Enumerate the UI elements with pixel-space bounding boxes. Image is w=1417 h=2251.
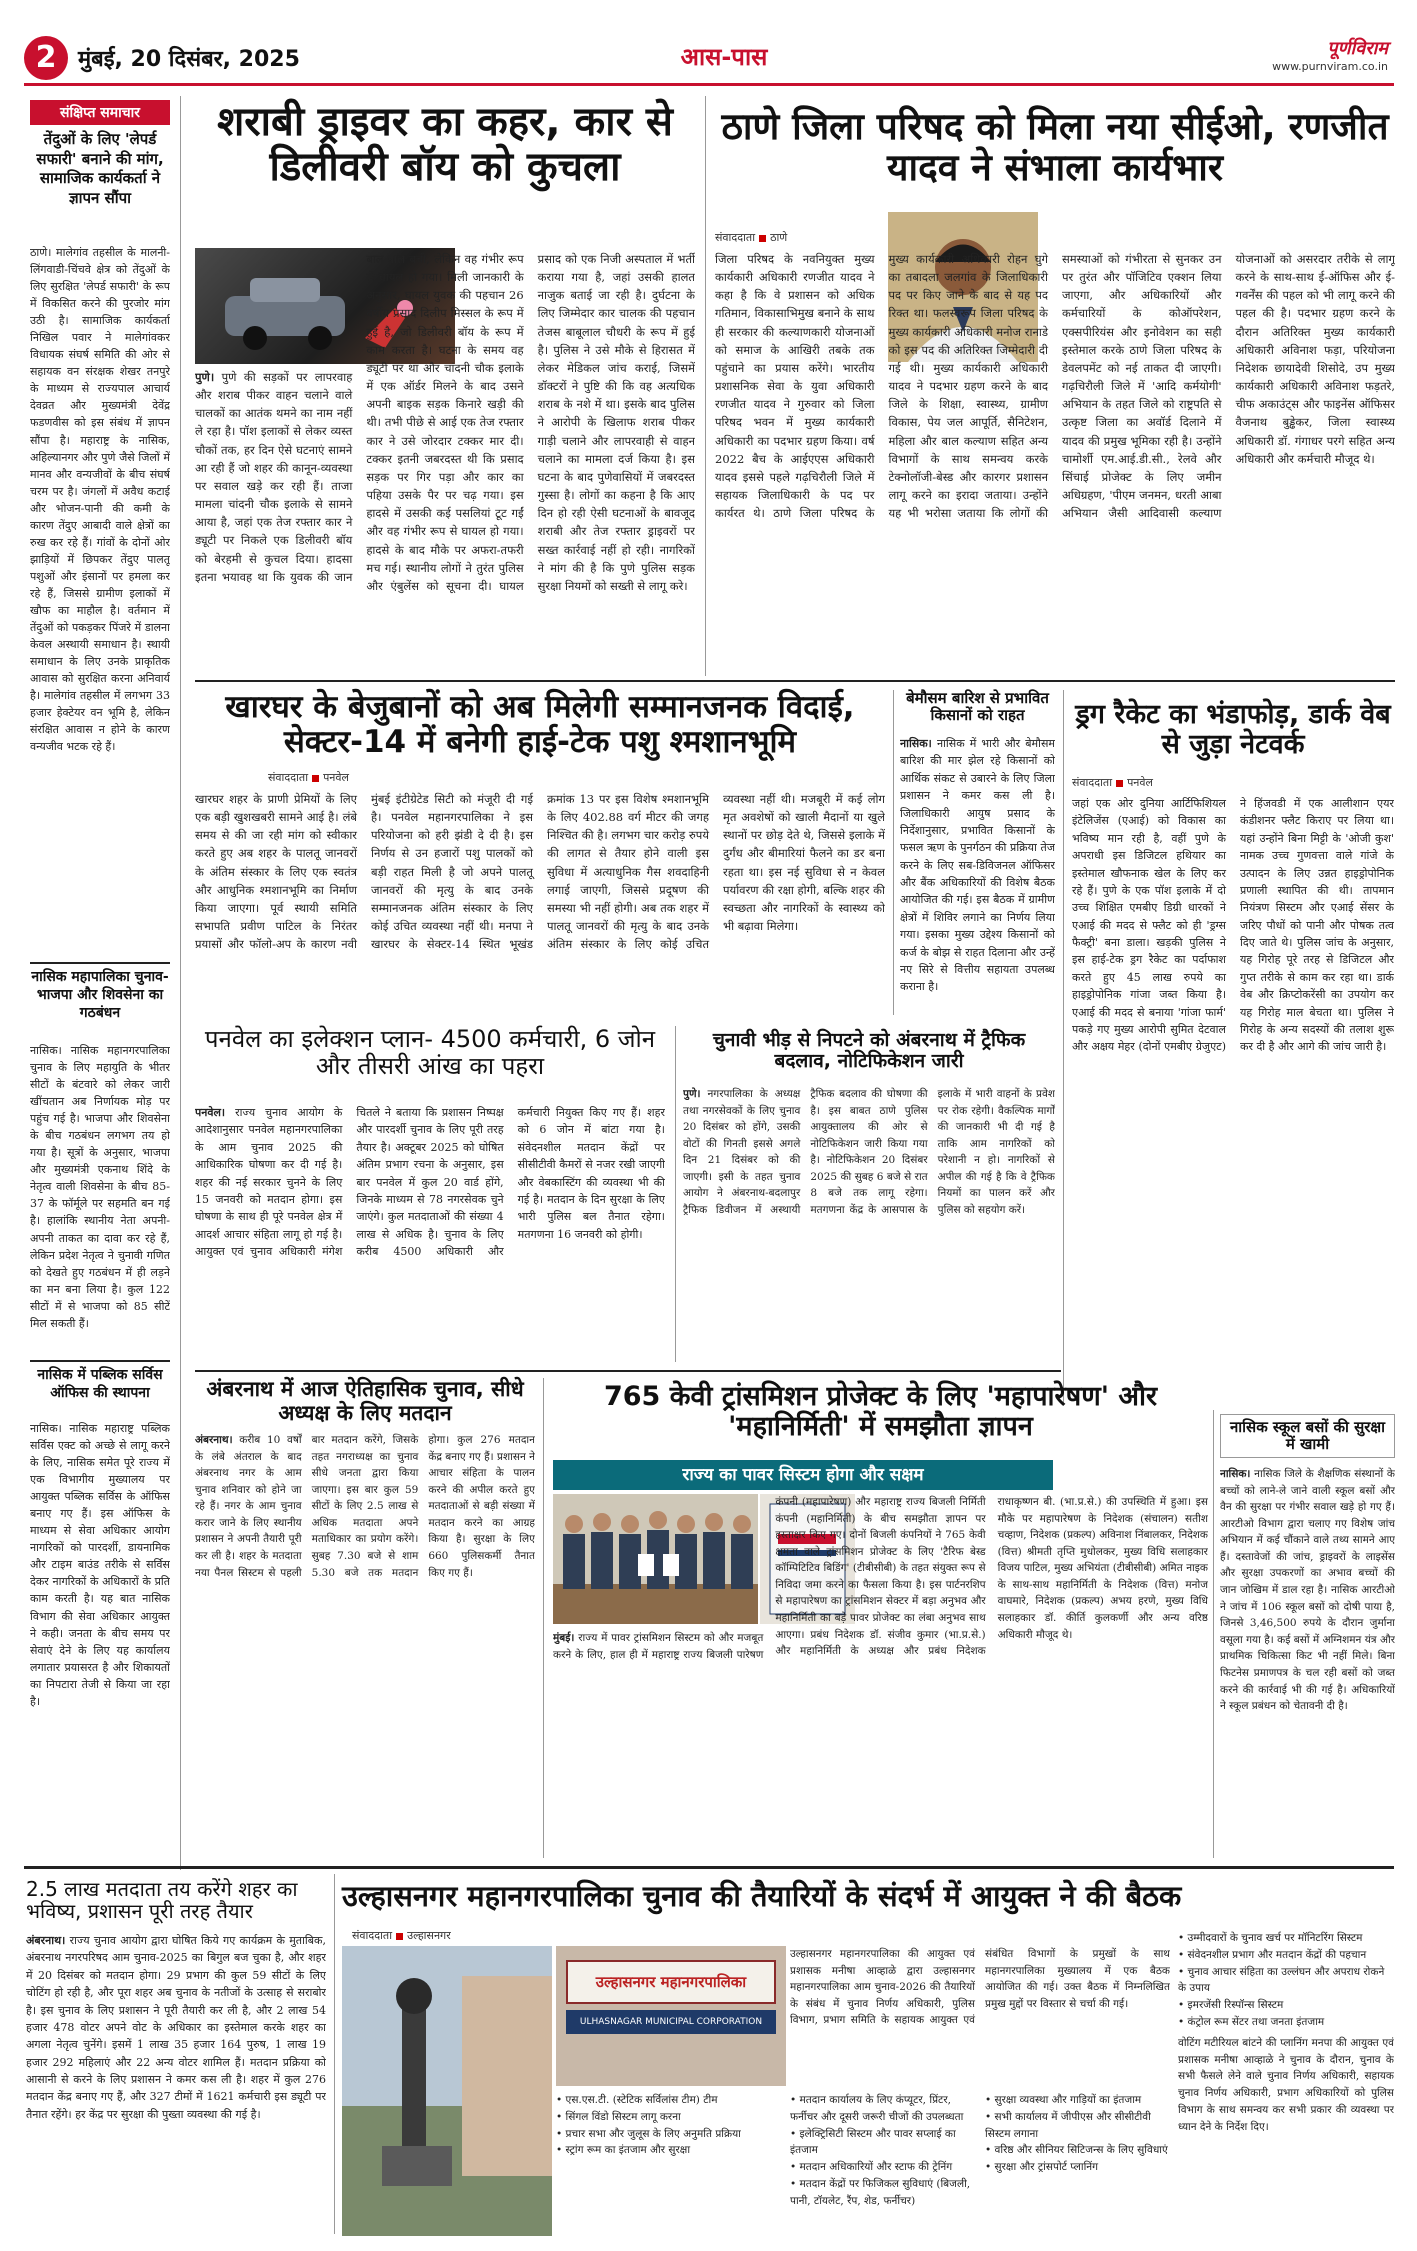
list-item: • उम्मीदवारों के चुनाव खर्च पर मॉनिटरिंग सिस्टम [1178, 1932, 1363, 1944]
brand-logo: पूर्णविराम [1327, 38, 1388, 59]
headline-farmers-relief: बेमौसम बारिश से प्रभावित किसानों को राहत [906, 689, 1049, 724]
section-rule [195, 680, 1395, 682]
byline-marker-icon [312, 775, 319, 782]
article-drug-racket-body: जहां एक ओर दुनिया आर्टिफिशियल इंटेलिजेंस (एआई) को विकास का भविष्य मान रही है, वहीं पुणे के अपराधी इस डिजिटल हथियार का इस्तेमाल खौफनाक खेल के लिए कर रहे हैं। पुणे के एक पॉश इलाके में दो उच्च शिक्षित एमबीए डिग्री धारकों ने एआई की मदद से फ्लैट को ही 'ड्रग्स फैक्ट्री' बना डाला। खड़की पुलिस ने इस हाई-टेक ड्रग रैकेट का पर्दाफाश करते हुए 45 लाख रुपये का हाइड्रोपोनिक गांजा जब्त किया है। एआई की मदद से बनाया 'गांजा फार्म' पकड़े गए मुख्य आरोपी सुमित देटवाल और अक्षय मेहर (दोनों एमबीए ग्रेजुएट) ने हिंजवडी में एक आलीशान एयर कंडीशनर फ्लैट किराए पर लिया था। यहां उन्होंने बिना मिट्टी के 'ओजी कुश' नामक उच्च गुणवत्ता वाले गांजे के उत्पादन के लिए उन्नत हाइड्रोपोनिक प्रणाली स्थापित की थी। तापमान नियंत्रण सिस्टम और एआई सेंसर के जरिए पौधों को पानी और पोषक तत्व दिए जाते थे। पुलिस जांच के अनुसार, यह गिरोह पूरे तरह से डिजिटल और गुप्त तरीके से काम कर रहा था। डार्क वेब और क्रिप्टोकरेंसी का उपयोग कर यह गिरोह माल बेचता था। पुलिस ने गिरोह के अन्य सदस्यों की तलाश शुरू कर दी है और आगे की जांच जारी है। [1072, 797, 1394, 1054]
list-item: • सुरक्षा और ट्रांसपोर्ट प्लानिंग [985, 2161, 1099, 2174]
municipal-building-illustration [342, 1946, 552, 2236]
umc-signboard-en: ULHASNAGAR MUNICIPAL CORPORATION [566, 2010, 776, 2034]
byline-thane: संवाददाता ठाणे [715, 231, 788, 244]
byline-ulhasnagar: संवाददाता उल्हासनगर [352, 1929, 451, 1942]
section-rule [195, 1370, 1061, 1372]
section-title: आस-पास [680, 43, 768, 71]
list-item: • संवेदनशील प्रभाग और मतदान केंद्रों की पहचान [1178, 1948, 1367, 1961]
photo-ulhasnagar-sign [556, 1946, 786, 2086]
headline-panvel-election: पनवेल का इलेक्शन प्लान- 4500 कर्मचारी, 6 जोन और तीसरी आंख का पहरा [204, 1025, 656, 1080]
sidebar-brief1-body: ठाणे। मालेगांव तहसील के मालनी-लिंगवाडी-चिंचवे क्षेत्र को तेंदुओं के लिए सुरक्षित 'लेपर्ड सफारी' के रूप में विकसित करने की पुरजोर मांग उठी है। सामाजिक कार्यकर्ता निखिल पवार ने मालेगांवकर विधायक संघर्ष समिति की ओर से सहायक वन संरक्षक शेखर तनपुरे के माध्यम से राज्यपाल आचार्य देवव्रत और मुख्यमंत्री देवेंद्र फडणवीस को इस संबंध में ज्ञापन सौंपा है। महाराष्ट्र के नासिक, अहिल्यानगर और पुणे जैसे जिलों में मानव और वन्यजीवों के बीच संघर्ष चरम पर है। जंगलों में अवैध कटाई और भोजन-पानी की कमी के कारण तेंदुए आबादी वाले क्षेत्रों का रुख कर रहे हैं। गांवों के दोनों ओर झाड़ियों में छिपकर तेंदुए पालतू पशुओं और इंसानों पर हमला कर रहे हैं, जिससे ग्रामीण इलाकों में खौफ का माहौल है। वर्तमान में तेंदुओं को पकड़कर पिंजरे में डालना केवल अस्थायी समाधान है। स्थायी समाधान के लिए उनके प्राकृतिक आवास को सुरक्षित करना अनिवार्य है। मालेगांव तहसील में लगभग 33 हजार हेक्टेयर वन भूमि है, लेकिन संरक्षित आवास न होने के कारण वन्यजीव भटक रहे हैं। [30, 246, 170, 754]
umc-signboard: उल्हासनगर महानगरपालिका [566, 1960, 776, 2004]
article-765kv-body: मुंबई। राज्य में पावर ट्रांसमिशन सिस्टम को और मजबूत करने के लिए, हाल ही में महाराष्ट्र राज्य बिजली पारेषण कंपनी (महापारेषण) और महाराष्ट्र राज्य बिजली निर्मिती कंपनी (महानिर्मिती) के बीच समझौता ज्ञापन पर हस्ताक्षर किए गए। दोनों बिजली कंपनियों ने 765 केवी क्षमता वाले ट्रांसमिशन प्रोजेक्ट के लिए 'टैरिफ बेस्ड कॉम्पिटिटिव बिडिंग' (टीबीसीबी) के तहत संयुक्त रूप से निविदा जमा करने का फैसला किया है। इस पार्टनरशिप से महापारेषण का ट्रांसमिशन सेक्टर में बड़ा अनुभव और महानिर्मिती का बड़े पावर प्रोजेक्ट का लंबा अनुभव साथ आएगा। प्रबंध निदेशक डॉ. संजीव कुमार (भा.प्र.से.) और महानिर्मिती के अध्यक्ष और प्रबंध निदेशक राधाकृष्णन बी. (भा.प्र.से.) की उपस्थिति में हुआ। इस मौके पर महापारेषण के निदेशक (संचालन) सतीश चव्हाण, निदेशक (प्रकल्प) अविनाश निंबालकर, निदेशक (वित्त) श्रीमती तृप्ति मुधोलकर, मुख्य विधि सलाहकार विजय पाटिल, मुख्य अभियंता (टीबीसीबी) अमित नाइक के साथ-साथ महानिर्मिती के निदेशक (वित्त) मनोज वाघमारे, निदेशक (प्रकल्प) अभय हरणे, मुख्य विधि सलाहकार डॉ. कीर्ति कुलकर्णी और अन्य वरिष्ठ अधिकारी मौजूद थे। [553, 1496, 1208, 1661]
article-thane-zp-ceo-body: जिला परिषद के नवनियुक्त मुख्य कार्यकारी अधिकारी रणजीत यादव ने कहा है कि वे प्रशासन को अधिक गतिमान, विकासाभिमुख बनाने के साथ ही सरकार की कल्याणकारी योजनाओं को समाज के आखिरी तबके तक पहुंचाने का प्रयास करेंगे। भारतीय प्रशासनिक सेवा के युवा अधिकारी रणजीत यादव ने गुरुवार को जिला परिषद भवन में मुख्य कार्यकारी अधिकारी का पदभार ग्रहण किया। वर्ष 2022 बैच के आईएएस अधिकारी यादव इससे पहले गढ़चिरौली जिले में सहायक जिलाधिकारी के पद पर कार्यरत थे। ठाणे जिला परिषद के मुख्य कार्यकारी अधिकारी रोहन घुगे का तबादला जलगांव के जिलाधिकारी पद पर किए जाने के बाद से यह पद रिक्त था। फलस्वरूप जिला परिषद के मुख्य कार्यकारी अधिकारी मनोज रानाडे को इस पद की अतिरिक्त जिम्मेदारी दी गई थी। मुख्य कार्यकारी अधिकारी यादव ने पदभार ग्रहण करने के बाद जिले के शिक्षा, स्वास्थ्य, ग्रामीण विकास, पेय जल आपूर्ति, सैनिटेशन, महिला और बाल कल्याण सहित अन्य विभागों के साथ समन्वय करके टेक्नोलॉजी-बेस्ड और कारगर प्रशासन लागू करने का इरादा जताया। उन्होंने यह भी भरोसा जताया कि लोगों की समस्याओं को गंभीरता से सुनकर उन पर तुरंत और पॉजिटिव एक्शन लिया जाएगा, और अधिकारियों और कर्मचारियों के कोऑपरेशन, एक्सपीरियंस और इनोवेशन का सही इस्तेमाल करके ठाणे जिला परिषद के डेवलपमेंट को नई ताकत दी जाएगी। गढ़चिरौली जिले में 'आदि कर्मयोगी' अभियान के तहत जिले को राष्ट्रपति से उत्कृष्ट जिला का अवॉर्ड दिलाने में यादव की प्रमुख भूमिका रही है। उन्होंने चामोर्शी एम.आई.डी.सी., रेलवे और सिंचाई प्रोजेक्ट के लिए जमीन अधिग्रहण, 'पीएम जनमन, धरती आबा अभियान जैसी आदिवासी कल्याण योजनाओं को असरदार तरीके से लागू करने के साथ-साथ ई-ऑफिस और ई-गवर्नेंस की पहल को भी लागू करने की पहल की है। पदभार ग्रहण करने के दौरान अतिरिक्त मुख्य कार्यकारी अधिकारी अविनाश फड़ा, परियोजना निदेशक छायादेवी शिसोदे, उप मुख्य कार्यकारी अधिकारी अविनाश फड़तरे, चीफ अकाउंट्स और फाइनेंस ऑफिसर वैजनाथ बुड्ढेकर, जिला स्वास्थ्य अधिकारी डॉ. गंगाधर परगे सहित अन्य अधिकारी और कर्मचारी मौजूद थे। [715, 252, 1395, 521]
column-divider [1063, 690, 1064, 1405]
sidebar-brief1-title: तेंदुओं के लिए 'लेपर्ड सफारी' बनाने की मांग, सामाजिक कार्यकर्ता ने ज्ञापन सौंपा [36, 130, 164, 207]
ulhasnagar-points-c [1178, 1930, 1394, 2235]
headline-thane-zp-ceo: ठाणे जिला परिषद को मिला नया सीईओ, रणजीत यादव ने संभाला कार्यभार [721, 105, 1389, 190]
list-item: • मतदान केंद्रों पर फिजिकल सुविधाएं (बिजली, पानी, टॉयलेट, रैंप, शेड, फर्नीचर) [790, 2177, 971, 2207]
list-item: • वरिष्ठ और सीनियर सिटिजन्स के लिए सुविधाएं [985, 2144, 1168, 2157]
byline-kharghar: संवाददाता पनवेल [268, 771, 349, 784]
section-rule [24, 1866, 1394, 1869]
byline-marker-icon [396, 1933, 403, 1940]
article-nashik-school-bus-body: नासिक। नासिक जिले के शैक्षणिक संस्थानों के बच्चों को लाने-ले जाने वाली स्कूल बसों और वैन की सुरक्षा पर गंभीर सवाल खड़े हो गए हैं। आरटीओ विभाग द्वारा चलाए गए विशेष जांच अभियान में कई चौंकाने वाले तथ्य सामने आए हैं। दस्तावेजों की जांच, ड्राइवरों के लाइसेंस और सुरक्षा उपकरणों का अभाव बच्चों की जान जोखिम में डाल रहा है। नासिक आरटीओ ने जांच में 106 स्कूल बसों को दोषी पाया है, जिनसे 3,46,500 रुपये के दौरान जुर्माना वसूला गया है। कई बसों में अग्निशमन यंत्र और प्राथमिक चिकित्सा किट भी नहीं मिले। बिना फिटनेस प्रमाणपत्र के चल रही बसों को जब्त करने की कार्रवाई भी की गई है। अधिकारियों ने स्कूल प्रबंधन को चेतावनी दी है। [1220, 1468, 1395, 1713]
sidebar-brief3-body: नासिक। नासिक महाराष्ट्र पब्लिक सर्विस एक्ट को अच्छे से लागू करने के लिए, नासिक समेत पूरे राज्य में एक विभागीय मुख्यालय पर आयुक्त पब्लिक सर्विस के ऑफिस बनाए गए हैं। इस ऑफिस के माध्यम से सेवा अधिकार आयोग नागरिकों को पारदर्शी, डायनामिक और टाइम बाउंड तरीके से सर्विस देकर नागरिकों के अधिकारों के प्रति काम करती है। यह बात नासिक विभाग की सेवा अधिकार आयुक्त ने कही। जनता के बीच समय पर सेवाएं देने के लिए यह कार्यालय लगातार प्रयासरत है और शिकायतों का निपटारा तेजी से किया जा रहा है। [30, 1422, 170, 1708]
page-number-badge: 2 [24, 36, 68, 80]
article-ambernath-election-body: अंबरनाथ। करीब 10 वर्षों के लंबे अंतराल के बाद अंबरनाथ नगर के आम चुनाव शनिवार को होने जा रहे हैं। नगर के आम चुनाव करार जाने के लिए स्थानीय प्रशासन ने अपनी तैयारी पूरी कर ली है। शहर के मतदाता नया पैनल सिस्टम से पहली बार मतदान करेंगे, जिसके तहत नगराध्यक्ष का चुनाव सीधे जनता द्वारा किया जाएगा। इस बार कुल 59 सीटों के लिए 2.5 लाख से अधिक मतदाता अपने मताधिकार का प्रयोग करेंगे। सुबह 7.30 बजे से शाम 5.30 बजे तक मतदान होगा। कुल 276 मतदान केंद्र बनाए गए हैं। प्रशासन ने आचार संहिता के पालन करने की अपील करते हुए मतदाताओं से बड़ी संख्या में मतदान करने का आग्रह किया है। सुरक्षा के लिए 660 पुलिसकर्मी तैनात किए गए हैं। [195, 1434, 535, 1579]
list-item: • मतदान अधिकारियों और स्टाफ की ट्रेनिंग [790, 2161, 953, 2174]
edition-date: मुंबई, 20 दिसंबर, 2025 [78, 47, 300, 72]
masthead-rule [24, 83, 1394, 86]
column-divider [543, 1378, 544, 1858]
headline-kharghar-pet-crematorium: खारघर के बेजुबानों को अब मिलेगी सम्मानजनक विदाई, सेक्टर-14 में बनेगी हाई-टेक पशु श्मशानभूमि [225, 689, 855, 760]
article-ambernath-voters-body: अंबरनाथ। राज्य चुनाव आयोग द्वारा घोषित किये गए कार्यक्रम के मुताबिक, अंबरनाथ नगरपरिषद आम चुनाव-2025 का बिगुल बज चुका है, और शहर में 20 दिसंबर को मतदान होगा। 29 प्रभाग की कुल 59 सीटों के लिए चोटिंग हो रही है, और पूरा शहर अब चुनाव के नतीजों के उत्साह से सराबोर है। इस चुनाव के लिए प्रशासन ने पूरी तैयारी कर ली है, और 2 लाख 54 हजार 478 वोटर अपने वोट के अधिकार का इस्तेमाल करके शहर का अगला नेतृत्व चुनेंगे। इसमें 1 लाख 35 हजार 164 पुरुष, 1 लाख 19 हजार 292 महिलाएं और 22 अन्य वोटर शामिल हैं। मतदान प्रक्रिया को आसानी से करने के लिए प्रशासन ने कमर कस ली है। शहर में कुल 276 मतदान केंद्र बनाए गए हैं, और 327 टीमों में 1621 कर्मचारी इस ड्यूटी पर तैनात रहेंगे। हर केंद्र पर सुरक्षा की पुख्ता व्यवस्था की गई है। [26, 1934, 326, 2121]
photo-ulhasnagar-building [342, 1946, 552, 2236]
column-divider [893, 690, 894, 1015]
headline-ambernath-traffic: चुनावी भीड़ से निपटने को अंबरनाथ में ट्रैफिक बदलाव, नोटिफिकेशन जारी [712, 1029, 1026, 1073]
banner-power-system: राज्य का पावर सिस्टम होगा और सक्षम [553, 1460, 1053, 1490]
column-divider [705, 96, 706, 676]
headline-pune-drunk-driver: शराबी ड्राइवर का कहर, कार से डिलीवरी बॉय को कुचला [217, 99, 673, 190]
closing-paragraph: वोटिंग मटीरियल बांटने की प्लानिंग मनपा की आयुक्त एवं प्रशासक मनीषा आव्हाळे ने चुनाव के दौरान, चुनाव के सभी फैसले लेने वाले चुनाव निर्णय अधिकारी, सहायक चुनाव निर्णय अधिकारी, प्रभाग अधिकारियों को पुलिस विभाग के साथ समन्वय कर सभी प्रकार की व्यवस्था पर ध्यान देने के निर्देश दिए। [1178, 2036, 1394, 2133]
list-item: • चुनाव आचार संहिता का उल्लंघन और अपराध रोकने के उपाय [1178, 1965, 1385, 1995]
article-panvel-body: पनवेल। राज्य चुनाव आयोग के आदेशानुसार पनवेल महानगरपालिका के आम चुनाव 2025 की आधिकारिक घोषणा कर दी गई है। शहर की नई सरकार चुनने के लिए 15 जनवरी को मतदान होगा। इस घोषणा के साथ ही पूरे पनवेल क्षेत्र में आदर्श आचार संहिता लागू हो गई है। आयुक्त एवं चुनाव अधिकारी मंगेश चितले ने बताया कि प्रशासन निष्पक्ष और पारदर्शी चुनाव के लिए पूरी तरह तैयार है। अक्टूबर 2025 को घोषित अंतिम प्रभाग रचना के अनुसार, इस बार पनवेल में कुल 20 वार्ड होंगे, जिनके माध्यम से 78 नगरसेवक चुने जाएंगे। कुल मतदाताओं की संख्या 4 लाख से अधिक है। चुनाव के लिए करीब 4500 अधिकारी और कर्मचारी नियुक्त किए गए हैं। शहर को 6 जोन में बांटा गया है। संवेदनशील मतदान केंद्रों पर सीसीटीवी कैमरों से नजर रखी जाएगी और वेबकास्टिंग की व्यवस्था भी की गई है। मतदान के दिन सुरक्षा के लिए भारी पुलिस बल तैनात रहेगा। मतगणना 16 जनवरी को होगी। [195, 1106, 665, 1258]
list-item: • सभी कार्यालय में जीपीएस और सीसीटीवी सिस्टम लगाना [985, 2110, 1151, 2140]
list-item: • प्रचार सभा और जुलूस के लिए अनुमति प्रक्रिया [556, 2127, 741, 2140]
sidebar-brief2-title: नासिक महापालिका चुनाव-भाजपा और शिवसेना का गठबंधन [30, 962, 170, 1038]
column-divider [334, 1874, 335, 2234]
list-item: • सिंगल विंडो सिस्टम लागू करना [556, 2110, 681, 2123]
list-item: • एस.एस.टी. (स्टेटिक सर्विलांस टीम) टीम [556, 2094, 718, 2106]
brand-url: www.purnviram.co.in [1272, 60, 1388, 73]
headline-ulhasnagar-meeting: उल्हासनगर महानगरपालिका चुनाव की तैयारियों के संदर्भ में आयुक्त ने की बैठक [342, 1879, 1182, 1913]
list-item: • कंट्रोल रूम सेंटर तथा जनता इंतजाम [1178, 2015, 1325, 2028]
list-item: • इमरजेंसी रिस्पॉन्स सिस्टम [1178, 1999, 1284, 2012]
headline-ambernath-election: अंबरनाथ में आज ऐतिहासिक चुनाव, सीधे अध्यक्ष के लिए मतदान [206, 1377, 524, 1425]
list-item: • सुरक्षा व्यवस्था और गाड़ियों का इंतजाम [985, 2094, 1142, 2106]
column-divider [675, 1026, 676, 1362]
column-divider [1213, 1410, 1214, 1858]
article-farmers-relief-body: नासिक। नासिक में भारी और बेमौसम बारिश की मार झेल रहे किसानों को आर्थिक संकट से उबारने के लिए जिला प्रशासन ने कमर कस ली है। जिलाधिकारी आयुष प्रसाद के निर्देशानुसार, प्रभावित किसानों के फसल ऋण के पुनर्गठन की प्रक्रिया तेज करने के लिए सब-डिविजनल ऑफिसर और बैंक अधिकारियों की विशेष बैठक आयोजित की गई। इस बैठक में ग्रामीण क्षेत्रों में शिविर लगाने का निर्णय लिया गया। इसका मुख्य उद्देश्य किसानों को कर्ज के बोझ से राहत दिलाना और उन्हें नए सिरे से वित्तीय सहायता उपलब्ध कराना है। [900, 737, 1055, 994]
byline-marker-icon [759, 235, 766, 242]
byline-drug-racket: संवाददाता पनवेल [1072, 776, 1153, 789]
headline-nashik-school-bus: नासिक स्कूल बसों की सुरक्षा में खामी [1220, 1414, 1395, 1458]
headline-ambernath-voters: 2.5 लाख मतदाता तय करेंगे शहर का भविष्य, प्रशासन पूरी तरह तैयार [26, 1877, 298, 1924]
ulhasnagar-points-a [556, 2092, 786, 2159]
sidebar-divider [180, 96, 181, 1870]
article-ambernath-traffic-body: पुणे। नगरपालिका के अध्यक्ष तथा नगरसेवकों के लिए चुनाव 20 दिसंबर को होंगे, उसकी वोटों की गिनती इससे अगले दिन 21 दिसंबर को की जाएगी। इसी के तहत चुनाव आयोग ने अंबरनाथ-बदलापुर ट्रैफिक डिवीजन में अस्थायी ट्रैफिक बदलाव की घोषणा की है। इस बाबत ठाणे पुलिस आयुक्तालय की ओर से नोटिफिकेशन जारी किया गया है। नोटिफिकेशन 20 दिसंबर 2025 की सुबह 6 बजे से रात 8 बजे तक लागू रहेगा। मतगणना केंद्र के आसपास के इलाके में भारी वाहनों के प्रवेश पर रोक रहेगी। वैकल्पिक मार्गों की जानकारी भी दी गई है ताकि आम नागरिकों को परेशानी न हो। नागरिकों से अपील की गई है कि वे ट्रैफिक नियमों का पालन करें और पुलिस को सहयोग करें। [683, 1088, 1055, 1217]
list-item: • स्ट्रांग रूम का इंतजाम और सुरक्षा [556, 2144, 691, 2157]
headline-drug-racket: ड्रग रैकेट का भंडाफोड़, डार्क वेब से जुड़ा नेटवर्क [1075, 699, 1391, 761]
sidebar-label: संक्षिप्त समाचार [30, 100, 170, 125]
list-item: • इलेक्ट्रिसिटी सिस्टम और पावर सप्लाई का इंतजाम [790, 2127, 956, 2157]
list-item: • मतदान कार्यालय के लिए कंप्यूटर, प्रिंटर, फर्नीचर और दूसरी जरूरी चीजों की उपलब्धता [790, 2094, 964, 2123]
article-ulhasnagar-intro: उल्हासनगर महानगरपालिका की आयुक्त एवं प्रशासक मनीषा आव्हाळे द्वारा उल्हासनगर महानगरपालिका आम चुनाव-2026 की तैयारियों के संबंध में चुनाव निर्णय अधिकारी, पुलिस विभाग, प्रभाग समिति के सहायक आयुक्त एवं संबंधित विभागों के प्रमुखों के साथ महानगरपालिका मुख्यालय में एक बैठक आयोजित की गई। उक्त बैठक में निम्नलिखित प्रमुख मुद्दों पर विस्तार से चर्चा की गई। [790, 1948, 1170, 2027]
masthead [24, 36, 1394, 80]
article-pune-drunk-driver-body: पुणे। पुणे की सड़कों पर लापरवाह और शराब पीकर वाहन चलाने वाले चालकों का आतंक थमने का नाम नहीं ले रहा है। पॉश इलाकों से लेकर व्यस्त चौकों तक, हर दिन ऐसे घटनाएं सामने आ रही हैं जो शहर की कानून-व्यवस्था पर सवाल खड़े कर रही हैं। ताजा मामला चांदनी चौक इलाके से सामने आया है, जहां एक तेज रफ्तार कार ने ड्यूटी पर निकले एक डिलीवरी बॉय को बेरहमी से कुचल दिया। हादसा इतना भयावह था कि युवक की जान बाल-बाल बची, लेकिन वह गंभीर रूप से घायल हो गया। मिली जानकारी के अनुसार, घायल युवक की पहचान 26 वर्षीय प्रसाद दिलीप मिस्सल के रूप में हुई है, जो डिलीवरी बॉय के रूप में काम करता है। घटना के समय वह ड्यूटी पर था और चांदनी चौक इलाके में एक ऑर्डर मिलने के बाद उसने अपनी बाइक सड़क किनारे खड़ी की थी। तभी पीछे से आई एक तेज रफ्तार कार ने उसे जोरदार टक्कर मार दी। टक्कर इतनी जबरदस्त थी कि प्रसाद सड़क पर गिर पड़ा और कार का पहिया उसके पैर पर चढ़ गया। इस हादसे में उसकी कई पसलियां टूट गईं और वह गंभीर रूप से घायल हो गया। हादसे के बाद मौके पर अफरा-तफरी मच गई। स्थानीय लोगों ने तुरंत पुलिस और एंबुलेंस को सूचना दी। घायल प्रसाद को एक निजी अस्पताल में भर्ती कराया गया है, जहां उसकी हालत नाजुक बताई जा रही है। दुर्घटना के लिए जिम्मेदार कार चालक की पहचान तेजस बाबूलाल चौधरी के रूप में हुई है। पुलिस ने उसे मौके से हिरासत में लेकर मेडिकल जांच कराई, जिसमें डॉक्टरों ने पुष्टि की कि वह अत्यधिक शराब के नशे में था। इसके बाद पुलिस ने आरोपी के खिलाफ शराब पीकर गाड़ी चलाने और लापरवाही से वाहन चलाने का मामला दर्ज किया है। इस घटना के बाद पुणेवासियों में जबरदस्त गुस्सा है। लोगों का कहना है कि आए दिन हो रही ऐसी घटनाओं के बावजूद शराबी और तेज रफ्तार ड्राइवरों पर सख्त कार्रवाई नहीं हो रही। नागरिकों ने मांग की है कि पुणे पुलिस सड़क सुरक्षा नियमों को सख्ती से लागू करे। [195, 252, 695, 593]
sidebar-brief2-body: नासिक। नासिक महानगरपालिका चुनाव के लिए महायुति के भीतर सीटों के बंटवारे को लेकर जारी खींचतान अब निर्णायक मोड़ पर पहुंच गई है। भाजपा और शिवसेना के बीच गठबंधन लगभग तय हो गया है। सूत्रों के अनुसार, भाजपा और मुख्यमंत्री एकनाथ शिंदे के नेतृत्व वाली शिवसेना के बीच 85-37 के फॉर्मूले पर सहमति बन गई है। हालांकि स्थानीय नेता अपनी-अपनी ताकत का दावा कर रहे हैं, लेकिन प्रदेश नेतृत्व ने चुनावी गणित को देखते हुए गठबंधन में ही लड़ने का मन बना लिया है। कुल 122 सीटों में से भाजपा को 85 सीटें मिल सकती हैं। [30, 1044, 170, 1330]
headline-765kv-mou: 765 केवी ट्रांसमिशन प्रोजेक्ट के लिए 'महापारेषण' और 'महानिर्मिती' में समझौता ज्ञापन [603, 1381, 1158, 1443]
ulhasnagar-points-b [790, 2092, 1170, 2210]
byline-marker-icon [1116, 780, 1123, 787]
article-kharghar-body: खारघर शहर के प्राणी प्रेमियों के लिए एक बड़ी खुशखबरी सामने आई है। लंबे समय से की जा रही मांग को स्वीकार करते हुए अब शहर के पालतू जानवरों के अंतिम संस्कार के लिए एक स्वतंत्र और आधुनिक श्मशानभूमि का निर्माण किया जाएगा। पूर्व स्थायी समिति सभापति प्रवीण पाटिल के निरंतर प्रयासों और फॉलो-अप के कारण नवी मुंबई इंटीग्रेटेड सिटी को मंजूरी दी गई है। पनवेल महानगरपालिका ने इस परियोजना को हरी झंडी दे दी है। इस निर्णय से उन हजारों पशु पालकों को बड़ी राहत मिली है जो अपने पालतू जानवरों की मृत्यु के बाद उनके सम्मानजनक अंतिम संस्कार के लिए कोई उचित व्यवस्था नहीं थी। मनपा ने खारघर के सेक्टर-14 स्थित भूखंड क्रमांक 13 पर इस विशेष श्मशानभूमि के लिए 402.88 वर्ग मीटर की जगह निश्चित की है। लगभग चार करोड़ रुपये की लागत से तैयार होने वाली इस सुविधा में अत्याधुनिक गैस शवदाहिनी लगाई जाएगी, जिससे प्रदूषण की समस्या भी नहीं होगी। अब तक शहर में पालतू जानवरों की मृत्यु के बाद उनके अंतिम संस्कार के लिए कोई उचित व्यवस्था नहीं थी। मजबूरी में कई लोग मृत अवशेषों को खाली मैदानों या खुले स्थानों पर छोड़ देते थे, जिससे इलाके में दुर्गंध और बीमारियां फैलने का डर बना रहता था। इस नई सुविधा से न केवल पर्यावरण की रक्षा होगी, बल्कि शहर की स्वच्छता और नागरिकों के स्वास्थ्य को भी बढ़ावा मिलेगा। [195, 792, 885, 952]
sidebar-brief3-title: नासिक में पब्लिक सर्विस ऑफिस की स्थापना [30, 1360, 170, 1416]
